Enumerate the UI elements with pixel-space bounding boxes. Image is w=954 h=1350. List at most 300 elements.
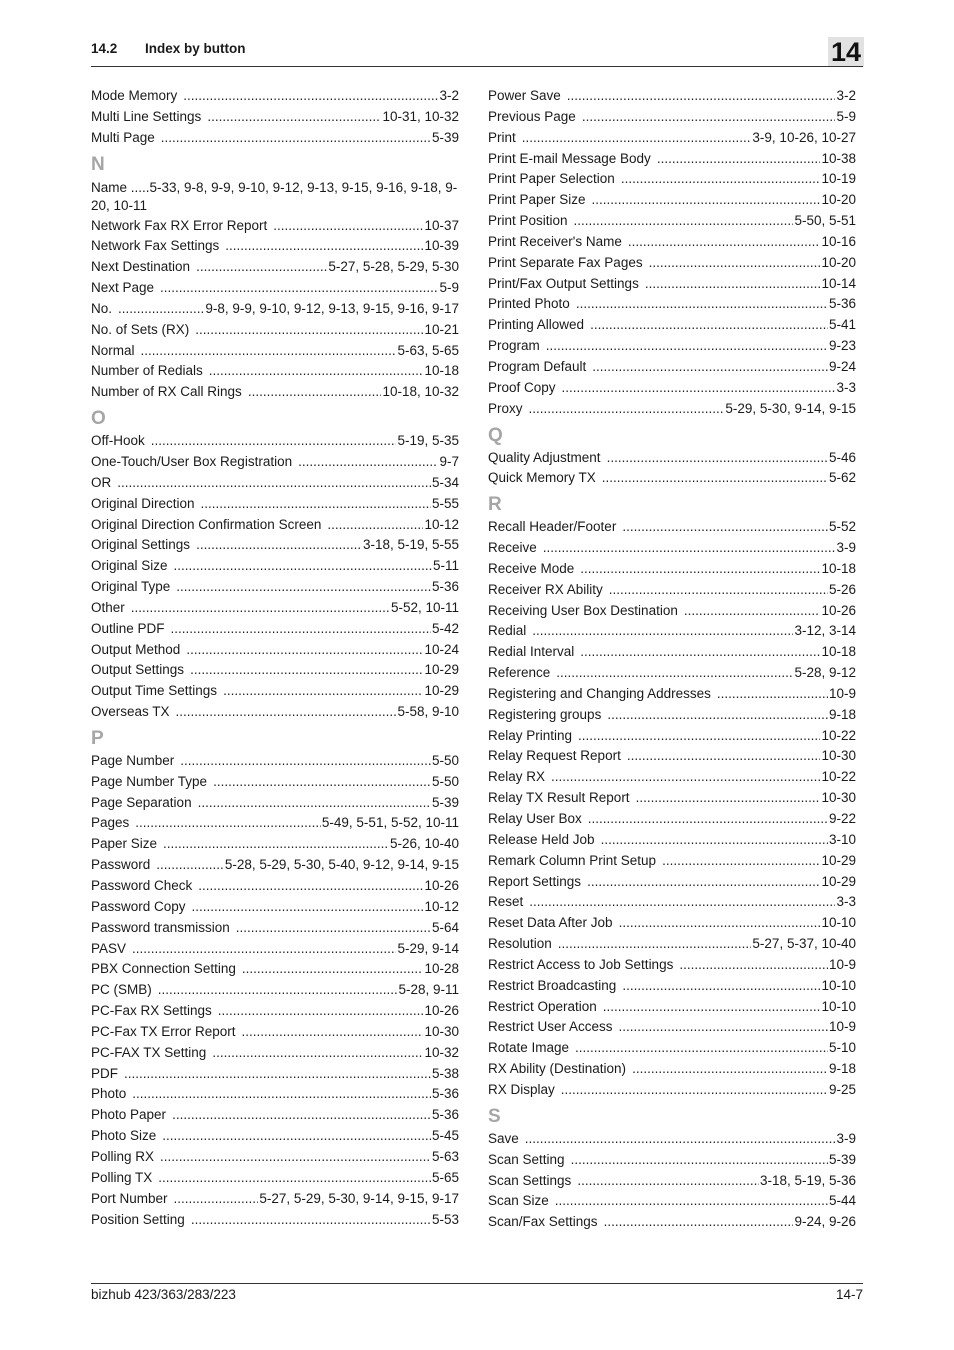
index-entry [91, 107, 459, 128]
index-term: Password transmission [91, 919, 230, 935]
dot-leader [649, 253, 821, 274]
index-term: Number of Redials [91, 363, 203, 379]
index-entry [488, 1150, 856, 1171]
index-term: Registering and Changing Addresses [488, 685, 711, 701]
dot-leader [551, 767, 820, 788]
index-entry [488, 336, 856, 357]
index-entry [91, 431, 459, 452]
dot-leader [657, 149, 821, 170]
index-term: Receive Mode [488, 560, 575, 576]
dot-leader [561, 1080, 828, 1101]
dot-leader [156, 855, 224, 876]
index-term: Relay User Box [488, 811, 582, 826]
index-entry [91, 320, 459, 341]
index-entry [91, 1043, 459, 1064]
index-term: Print E-mail Message Body [488, 150, 651, 166]
index-page-refs: 5-26 [828, 581, 856, 597]
dot-leader [160, 1147, 431, 1168]
dot-leader [575, 1038, 828, 1059]
index-page-refs: 10-29 [424, 662, 459, 678]
dot-leader [131, 598, 390, 619]
index-page-refs: 9-8, 9-9, 9-10, 9-12, 9-13, 9-15, 9-16, 9-17 [205, 300, 459, 316]
dot-leader [195, 320, 423, 341]
dot-leader [580, 642, 820, 663]
index-term: Relay Request Report [488, 748, 621, 764]
index-entry [91, 939, 459, 960]
index-entry [488, 642, 856, 663]
index-page-refs: 5-28, 9-12 [794, 665, 856, 681]
index-page-refs: 5-52, 10-11 [390, 599, 459, 615]
index-entry [91, 751, 459, 772]
index-term: Restrict Broadcasting [488, 977, 617, 993]
index-page-refs: 5-29, 9-14 [397, 940, 459, 956]
index-entry [488, 169, 856, 190]
index-term: Original Direction [91, 495, 195, 511]
dot-leader [174, 1189, 259, 1210]
dot-leader [562, 378, 836, 399]
index-term: Program [488, 338, 540, 354]
index-entry [488, 232, 856, 253]
dot-leader [327, 515, 423, 536]
index-entry [91, 1022, 459, 1043]
index-term: Reset Data After Job [488, 915, 613, 931]
dot-leader [118, 299, 204, 320]
section-number: 14.2 [91, 41, 118, 56]
dot-leader [571, 1150, 828, 1171]
index-term: Restrict Access to Job Settings [488, 956, 674, 972]
index-term: Original Size [91, 558, 168, 574]
index-term: Restrict User Access [488, 1019, 613, 1035]
dot-leader [684, 601, 821, 622]
dot-leader [574, 211, 794, 232]
index-term: Print Position [488, 213, 568, 229]
index-term: Next Page [91, 280, 155, 296]
index-term: PDF [91, 1065, 118, 1081]
index-entry [488, 399, 856, 420]
index-page-refs: 5-42 [431, 620, 459, 636]
dot-leader [242, 1022, 424, 1043]
index-page-refs: 3-18, 5-19, 5-36 [759, 1172, 856, 1188]
index-page-refs: 10-18, 10-32 [382, 384, 459, 400]
index-term: Registering groups [488, 706, 602, 722]
index-entry [488, 128, 856, 149]
dot-leader [609, 580, 828, 601]
index-entry [488, 621, 856, 642]
index-page-refs: 5-44 [828, 1193, 856, 1209]
index-page-refs: 5-10 [828, 1040, 856, 1056]
dot-leader [602, 468, 828, 489]
index-letter-heading: P [91, 727, 104, 749]
index-term: PC-Fax RX Settings [91, 1003, 212, 1019]
index-term: Normal [91, 342, 135, 358]
index-page-refs: 3-9 [836, 540, 856, 556]
index-page-refs: 5-53 [431, 1211, 459, 1227]
index-entry [91, 128, 459, 149]
index-page-refs: 10-10 [821, 977, 856, 993]
index-term: Proxy [488, 400, 523, 416]
index-page-refs: 5-27, 5-37, 10-40 [752, 936, 856, 952]
dot-leader [604, 1212, 794, 1233]
index-page-refs: 9-23 [828, 338, 856, 354]
index-term: Paper Size [91, 836, 158, 852]
dot-leader [628, 232, 821, 253]
index-entry [488, 1129, 856, 1150]
footer-page-number: 14-7 [835, 1287, 863, 1302]
index-term: Save [488, 1130, 519, 1146]
dot-leader [636, 788, 821, 809]
dot-leader [124, 1064, 431, 1085]
index-term: Scan Size [488, 1193, 549, 1209]
index-page-refs: 9-22 [828, 811, 856, 826]
index-entry [488, 601, 856, 622]
index-term: Photo [91, 1086, 127, 1102]
index-term: Receiving User Box Destination [488, 602, 678, 618]
dot-leader [198, 793, 431, 814]
dot-leader [546, 336, 828, 357]
dot-leader [645, 274, 821, 295]
dot-leader [190, 660, 423, 681]
index-entry [91, 1064, 459, 1085]
index-page-refs: 3-9 [836, 1130, 856, 1146]
index-page-refs: 5-34 [431, 474, 459, 490]
index-entry [488, 997, 856, 1018]
dot-leader [621, 169, 821, 190]
index-term: Print Paper Selection [488, 171, 615, 187]
index-entry [488, 107, 856, 128]
index-entry [91, 855, 459, 876]
index-entry [91, 1001, 459, 1022]
index-entry [91, 473, 459, 494]
index-page-refs: 5-64 [431, 919, 459, 935]
dot-leader [590, 315, 828, 336]
dot-leader [212, 1043, 423, 1064]
index-entry [91, 361, 459, 382]
index-term: Polling RX [91, 1148, 155, 1164]
index-page-refs: 10-18 [821, 644, 856, 660]
dot-leader [132, 1084, 431, 1105]
index-column-left [91, 86, 459, 1230]
index-term: RX Ability (Destination) [488, 1061, 627, 1077]
index-term: Release Held Job [488, 831, 595, 847]
dot-leader [158, 1168, 431, 1189]
dot-leader [248, 382, 382, 403]
index-entry [91, 660, 459, 681]
index-term: Photo Size [91, 1128, 157, 1144]
index-entry [488, 86, 856, 107]
index-term: OR [91, 474, 112, 490]
index-term: Output Time Settings [91, 683, 218, 699]
index-term: PC (SMB) [91, 982, 152, 998]
dot-leader [186, 640, 423, 661]
index-page-refs: 9-18 [828, 706, 856, 722]
index-term: Proof Copy [488, 379, 556, 395]
index-letter-heading: O [91, 408, 106, 430]
index-term: Number of RX Call Rings [91, 384, 242, 400]
index-page-refs: 10-16 [821, 233, 856, 249]
dot-leader [577, 1171, 759, 1192]
index-page-refs: 10-28 [424, 961, 459, 977]
index-entry [488, 934, 856, 955]
index-term: Reference [488, 665, 551, 681]
index-page-refs: 3-10 [828, 831, 856, 847]
index-page-refs: 9-18 [828, 1061, 856, 1077]
index-letter-heading: N [91, 153, 105, 175]
index-entry [91, 793, 459, 814]
index-entry [488, 1059, 856, 1080]
index-entry [91, 640, 459, 661]
dot-leader [580, 559, 820, 580]
dot-leader [242, 959, 424, 980]
index-entry [91, 452, 459, 473]
index-entry [488, 767, 856, 788]
index-entry [488, 913, 856, 934]
index-entry [488, 1212, 856, 1233]
index-term: Name ..... [91, 180, 150, 195]
section-title: Index by button [145, 41, 246, 56]
index-page-refs: 10-19 [821, 171, 856, 187]
index-entry [91, 1105, 459, 1126]
index-term: No. [91, 300, 113, 316]
index-page-refs: 10-21 [424, 321, 459, 337]
index-entry [488, 517, 856, 538]
index-page-refs: 10-39 [424, 238, 459, 254]
index-entry [91, 535, 459, 556]
index-term: Relay RX [488, 769, 546, 785]
dot-leader [627, 746, 821, 767]
index-term: Original Settings [91, 537, 191, 553]
dot-leader [587, 872, 820, 893]
index-term: Network Fax Settings [91, 238, 220, 254]
dot-leader [196, 257, 327, 278]
index-letter-heading: Q [488, 424, 503, 446]
index-page-refs: 3-9, 10-26, 10-27 [752, 129, 856, 145]
index-entry [91, 556, 459, 577]
index-term: Page Number Type [91, 773, 208, 789]
index-entry [91, 1189, 459, 1210]
index-entry [91, 1147, 459, 1168]
index-entry [488, 705, 856, 726]
index-term: Overseas TX [91, 704, 170, 720]
dot-leader [592, 357, 828, 378]
index-entry [488, 746, 856, 767]
index-page-refs: 10-30 [424, 1023, 459, 1039]
index-term: Program Default [488, 358, 587, 374]
index-entry [488, 448, 856, 469]
index-entry [91, 702, 459, 723]
dot-leader [135, 813, 321, 834]
dot-leader [662, 851, 820, 872]
dot-leader [679, 955, 828, 976]
index-term: Relay TX Result Report [488, 790, 630, 806]
index-term: Scan Settings [488, 1172, 572, 1188]
index-entry [91, 918, 459, 939]
footer-rule [91, 1283, 863, 1284]
dot-leader [196, 535, 362, 556]
index-entry [488, 976, 856, 997]
dot-leader [543, 538, 836, 559]
index-term: Remark Column Print Setup [488, 852, 657, 868]
index-page-refs: 10-29 [424, 683, 459, 699]
dot-leader [176, 702, 397, 723]
index-entry [91, 619, 459, 640]
dot-leader [525, 1129, 836, 1150]
index-page-refs: 10-9 [828, 956, 856, 972]
index-page-refs: 10-14 [821, 275, 856, 291]
index-page-refs: 10-31, 10-32 [382, 108, 459, 124]
index-page-refs: 5-39 [431, 129, 459, 145]
index-term: Multi Page [91, 129, 155, 145]
index-page-refs: 5-33, 9-8, 9-9, 9-10, 9-12, 9-13, 9-15, 9-16, 9-18, 9-20, 10-11 [91, 179, 458, 213]
dot-leader [117, 473, 431, 494]
index-term: Next Destination [91, 259, 191, 275]
index-entry [488, 274, 856, 295]
dot-leader [607, 448, 828, 469]
index-term: Multi Line Settings [91, 108, 202, 124]
index-page-refs: 10-26 [424, 878, 459, 893]
dot-leader [592, 190, 821, 211]
dot-leader [236, 918, 431, 939]
index-entry [488, 955, 856, 976]
index-entry [488, 663, 856, 684]
dot-leader [298, 452, 438, 473]
index-page-refs: 5-36 [431, 579, 459, 595]
index-entry [488, 211, 856, 232]
index-term: Relay Printing [488, 727, 573, 743]
index-entry [488, 580, 856, 601]
index-term: PBX Connection Setting [91, 961, 236, 977]
dot-leader [162, 1126, 431, 1147]
index-term: Receiver RX Ability [488, 581, 603, 597]
index-page-refs: 5-45 [431, 1128, 459, 1144]
index-page-refs: 10-29 [821, 873, 856, 889]
index-page-refs: 5-29, 5-30, 9-14, 9-15 [725, 400, 856, 416]
index-term: Print/Fax Output Settings [488, 275, 639, 291]
index-entry [91, 876, 459, 897]
index-page-refs: 3-2 [836, 88, 856, 103]
running-header [91, 41, 246, 56]
index-term: Reset [488, 894, 524, 910]
index-term: Photo Paper [91, 1107, 167, 1123]
dot-leader [558, 934, 752, 955]
index-term: Quality Adjustment [488, 449, 601, 465]
index-entry [91, 959, 459, 980]
index-term: Output Settings [91, 662, 185, 678]
index-page-refs: 10-26 [821, 602, 856, 618]
index-page-refs: 10-37 [424, 217, 459, 233]
dot-leader [273, 216, 423, 237]
index-page-refs: 5-36 [431, 1086, 459, 1102]
index-entry [488, 1191, 856, 1212]
index-entry [91, 577, 459, 598]
index-term: Password Check [91, 878, 193, 893]
index-page-refs: 5-50, 5-51 [794, 213, 856, 229]
index-entry [91, 772, 459, 793]
dot-leader [556, 663, 793, 684]
index-page-refs: 10-22 [821, 727, 856, 743]
dot-leader [174, 556, 432, 577]
index-term: Position Setting [91, 1211, 185, 1227]
index-page-refs: 5-39 [828, 1151, 856, 1167]
index-page-refs: 5-36 [828, 296, 856, 312]
index-page-refs: 10-20 [821, 192, 856, 208]
index-entry [91, 341, 459, 362]
index-letter-heading: R [488, 494, 502, 516]
index-term: Previous Page [488, 108, 576, 124]
index-page-refs: 5-27, 5-29, 5-30, 9-14, 9-15, 9-17 [259, 1190, 459, 1206]
dot-leader [622, 517, 828, 538]
index-entry [91, 515, 459, 536]
chapter-number: 14 [828, 37, 864, 67]
index-entry [488, 468, 856, 489]
dot-leader [619, 1017, 828, 1038]
index-entry [488, 851, 856, 872]
index-term: Printing Allowed [488, 317, 585, 333]
dot-leader [198, 876, 423, 897]
index-entry [91, 897, 459, 918]
index-term: One-Touch/User Box Registration [91, 453, 293, 469]
index-page-refs: 5-50 [431, 752, 459, 768]
index-page-refs: 5-58, 9-10 [397, 704, 459, 720]
dot-leader [192, 897, 424, 918]
index-page-refs: 5-28, 9-11 [398, 982, 459, 998]
dot-leader [603, 997, 821, 1018]
index-term: Resolution [488, 936, 552, 952]
dot-leader [607, 705, 828, 726]
index-entry [488, 149, 856, 170]
index-term: PC-Fax TX Error Report [91, 1023, 236, 1039]
index-page-refs: 10-10 [821, 998, 856, 1014]
dot-leader [588, 809, 828, 830]
dot-leader [201, 494, 431, 515]
dot-leader [209, 361, 424, 382]
index-page-refs: 9-24, 9-26 [794, 1214, 856, 1230]
index-term: Off-Hook [91, 433, 145, 449]
dot-leader [522, 128, 752, 149]
index-page-refs: 10-9 [828, 1019, 856, 1035]
index-entry [91, 494, 459, 515]
index-entry [488, 684, 856, 705]
index-term: Output Method [91, 641, 181, 657]
index-term: Pages [91, 815, 130, 831]
dot-leader [191, 1210, 431, 1231]
index-page-refs: 10-30 [821, 748, 856, 764]
index-entry [488, 809, 856, 830]
index-term: Outline PDF [91, 620, 165, 636]
index-page-refs: 5-41 [828, 317, 856, 333]
index-entry [488, 726, 856, 747]
dot-leader [555, 1191, 828, 1212]
dot-leader [717, 684, 828, 705]
index-term: Redial [488, 623, 527, 639]
index-page-refs: 5-19, 5-35 [397, 433, 459, 449]
index-term: Page Number [91, 752, 175, 768]
index-entry [91, 278, 459, 299]
index-page-refs: 10-24 [424, 641, 459, 657]
dot-leader [171, 619, 431, 640]
index-term: Report Settings [488, 873, 582, 889]
dot-leader [176, 577, 431, 598]
footer-product: bizhub 423/363/283/223 [91, 1287, 236, 1302]
index-entry [91, 598, 459, 619]
dot-leader [223, 681, 423, 702]
index-term: Printed Photo [488, 296, 570, 312]
index-entry [488, 872, 856, 893]
index-page-refs: 5-52 [828, 519, 856, 535]
dot-leader [529, 892, 835, 913]
index-page-refs: 10-26 [424, 1003, 459, 1019]
dot-leader [160, 278, 438, 299]
index-page-refs: 3-3 [836, 379, 856, 395]
